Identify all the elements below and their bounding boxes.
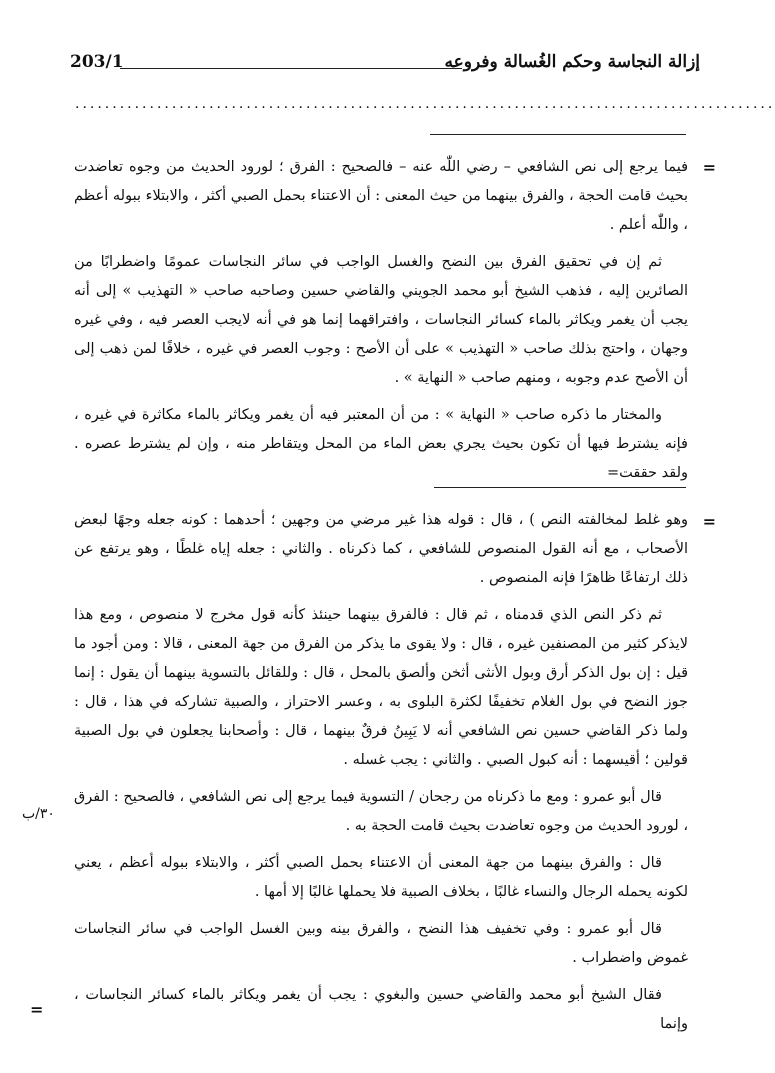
footnote-block-2	[74, 506, 688, 1047]
header-rule	[120, 68, 462, 69]
footnote-paragraph: فقال الشيخ أبو محمد والقاضي حسين والبغوي : يجب أن يغمر ويكاثر بالماء كسائر النجاسات ، وإنما	[74, 987, 688, 1032]
footnote-paragraph: والمختار ما ذكره صاحب « النهاية » : من أن المعتبر فيه أن يغمر ويكاثر بالماء مكاثرة في غيره ، فإنه يشترط فيها أن تكون بحيث يجري بعض الماء من المحل ويتقاطر منه ، وإن لم يشترط عصره . ولقد حققت=	[74, 407, 688, 481]
footnote-paragraph: فيما يرجع إلى نص الشافعي – رضي اللّٰه عنه – فالصحيح : الفرق ؛ لورود الحديث من وجوه تعاضدت بحيث قامت الحجة ، والفرق بينهما من حيث المعنى : أن الاعتناء بحمل الصبي أكثر ، والابتلاء ببوله أعظم ، واللّٰه أعلم .	[74, 159, 688, 233]
continuation-marker: =	[30, 1000, 44, 1019]
dotted-divider: ..............................................................................................	[75, 96, 775, 112]
footnote-separator	[434, 487, 686, 488]
running-header	[70, 52, 700, 82]
manuscript-folio-note: ٣٠/ب	[22, 806, 55, 822]
continuation-marker: =	[702, 512, 716, 531]
footnote-paragraph: وهو غلط لمخالفته النص ) ، قال : قوله هذا غير مرضي من وجهين ؛ أحدهما : كونه جعله وجهًا لبعض الأصحاب ، مع أنه القول المنصوص للشافعي ، كما ذكرناه . والثاني : جعله إياه غلطًا ، وهو يرتفع عن ذلك ارتفاعًا ظاهرًا فإنه المنصوص .	[74, 512, 688, 586]
footnote-paragraph: ثم ذكر النص الذي قدمناه ، ثم قال : فالفرق بينهما حينئذ كأنه قول مخرج لا منصوص ، ومع هذا لايذكر كثير من المصنفين غيره ، قال : ولا يقوى ما يذكر من الفرق من جهة المعنى ، قالا : ومن أجود ما قيل : إن بول الذكر أرق وبول الأنثى أثخن وألصق بالمحل ، قال : وللقائل بالتسوية بينهما أن يقول : إنما جوز النضح في بول الغلام تخفيفًا لكثرة البلوى به ، وعسر الاحتراز ، والصبية تشاركه في هذا ، قال : ولما ذكر القاضي حسين نص الشافعي أنه لا يَبِينُ فرقٌ بينهما ، قال : وأصحابنا يجعلون في بول الصبية قولين ؛ أقيسهما : أنه كبول الصبي . والثاني : يجب غسله .	[74, 607, 688, 768]
continuation-marker: =	[702, 158, 716, 177]
footnote-block-1	[74, 153, 688, 496]
footnote-paragraph: قال : والفرق بينهما من جهة المعنى أن الاعتناء بحمل الصبي أكثر ، والابتلاء ببوله أعظم ، يعني لكونه يحمله الرجال والنساء غالبًا ، بخلاف الصبية فلا يحملها غالبًا إلا أمها .	[74, 855, 688, 900]
footnote-separator	[430, 134, 686, 135]
footnote-paragraph: قال أبو عمرو : وفي تخفيف هذا النضح ، والفرق بينه وبين الغسل الواجب في سائر النجاسات غموض واضطراب .	[74, 921, 688, 966]
footnote-paragraph: قال أبو عمرو : ومع ما ذكرناه من رجحان / التسوية فيما يرجع إلى نص الشافعي ، فالصحيح : الفرق ، لورود الحديث من وجوه تعاضدت بحيث قامت الحجة به .	[74, 789, 688, 834]
page-number: 203/1	[70, 52, 124, 72]
header-title: إزالة النجاسة وحكم الغُسالة وفروعه	[444, 52, 700, 72]
footnote-paragraph: ثم إن في تحقيق الفرق بين النضح والغسل الواجب في سائر النجاسات عمومًا واضطرابًا من الصائرين إليه ، فذهب الشيخ أبو محمد الجويني والقاضي حسين وصاحبه صاحب « التهذيب » إلى أنه يجب أن يغمر ويكاثر بالماء كسائر النجاسات ، وافتراقهما إنما هو في أنه لايجب العصر فيه ، وفي غيره وجهان ، واحتج بذلك صاحب « التهذيب » على أن الأصح : وجوب العصر في غيره ، خلافًا لمن ذهب إلى أن الأصح عدم وجوبه ، ومنهم صاحب « النهاية » .	[74, 254, 688, 386]
